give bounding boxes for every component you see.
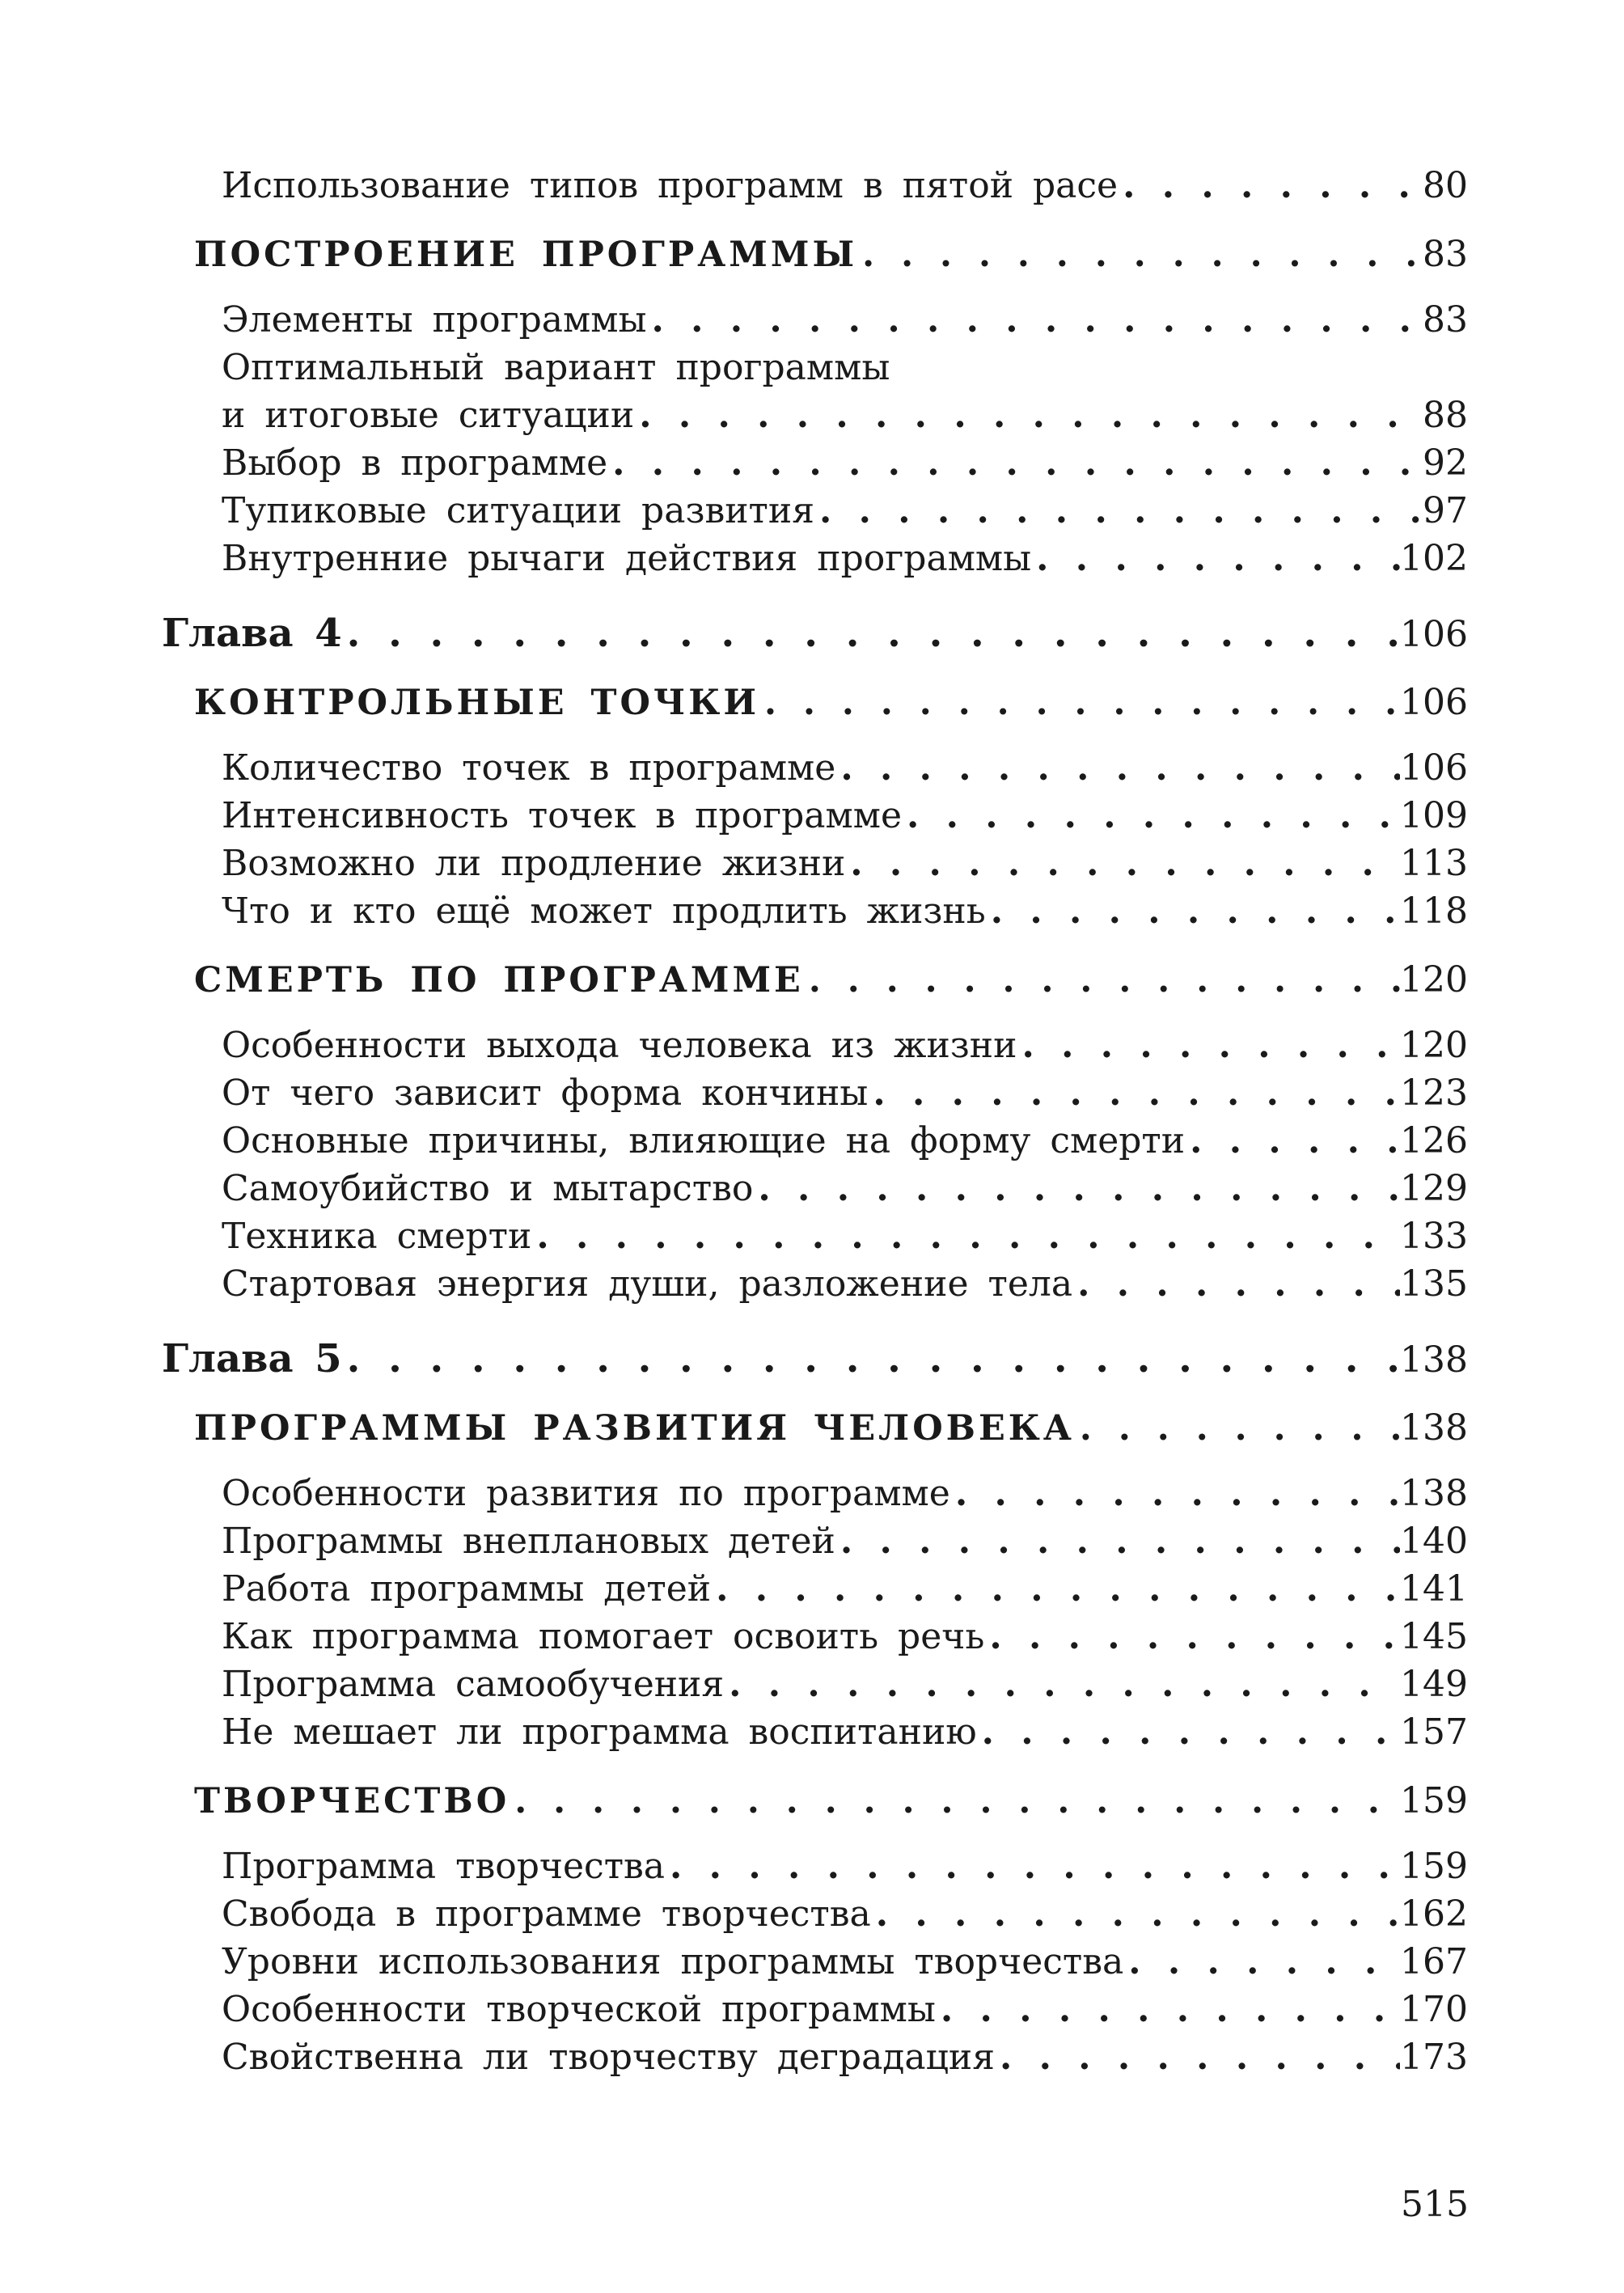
dot-leader: [1031, 535, 1400, 582]
toc-entry-title: Внутренние рычаги действия программы: [222, 538, 1032, 579]
toc-entry-page: 149: [1400, 1664, 1468, 1705]
dot-leader: [665, 1842, 1400, 1890]
toc-entry: [162, 1842, 1468, 1890]
toc-entry-title-line1: Оптимальный вариант программы: [222, 347, 890, 388]
toc-entry-title: и итоговые ситуации: [222, 395, 635, 436]
toc-entry: [162, 391, 1468, 439]
toc-entry-title: Особенности развития по программе: [222, 1473, 950, 1514]
toc-chapter-page: 138: [1400, 1339, 1468, 1381]
dot-leader: [814, 487, 1423, 535]
toc-entry-page: 92: [1423, 442, 1468, 484]
toc-entry-title: Стартовая энергия души, разложение тела: [222, 1263, 1073, 1305]
dot-leader: [724, 1661, 1400, 1708]
toc-section-heading: [162, 1404, 1468, 1452]
dot-leader: [1185, 1117, 1400, 1165]
toc-section-page: 83: [1423, 234, 1468, 275]
toc-entry: [162, 439, 1468, 487]
dot-leader: [857, 231, 1423, 279]
toc-entry: [162, 840, 1468, 887]
toc-entry-page: 167: [1400, 1941, 1468, 1982]
dot-leader: [1123, 1938, 1400, 1986]
toc-entry: [162, 1165, 1468, 1212]
toc-entry-title: Работа программы детей: [222, 1568, 712, 1610]
toc-entry-page: 157: [1400, 1711, 1468, 1753]
toc-entry-page: 120: [1400, 1025, 1468, 1066]
toc-entry: [162, 1517, 1468, 1565]
toc-section-page: 106: [1400, 682, 1468, 723]
toc-entry: [162, 487, 1468, 535]
toc-entry-title: Элементы программы: [222, 299, 647, 341]
toc-entry-title: Основные причины, влияющие на форму смерти: [222, 1120, 1186, 1161]
toc-entry: [162, 744, 1468, 792]
toc-entry-title: Особенности выхода человека из жизни: [222, 1025, 1017, 1066]
toc-entry-title: Интенсивность точек в программе: [222, 795, 903, 836]
toc-entry-page: 145: [1400, 1616, 1468, 1657]
toc-entry: [162, 1022, 1468, 1069]
dot-leader: [1118, 162, 1423, 209]
dot-leader: [871, 1890, 1400, 1938]
toc-section-title: СМЕРТЬ ПО ПРОГРАММЕ: [194, 960, 804, 1001]
toc-entry: [162, 535, 1468, 582]
toc-chapter-page: 106: [1400, 614, 1468, 655]
dot-leader: [835, 744, 1400, 792]
toc-entry-title: Программа самообучения: [222, 1664, 725, 1705]
toc-entry: [162, 1613, 1468, 1661]
dot-leader: [977, 1708, 1400, 1756]
toc-section-heading: [162, 231, 1468, 278]
toc-section-heading: [162, 1777, 1468, 1825]
dot-leader: [950, 1470, 1400, 1517]
toc-section-page: 120: [1400, 959, 1468, 1001]
toc-entry-page: 102: [1400, 538, 1468, 579]
toc-entry-title: Возможно ли продление жизни: [222, 843, 846, 884]
dot-leader: [342, 1335, 1400, 1383]
toc-chapter-heading: [162, 610, 1468, 658]
toc-entry: [162, 1661, 1468, 1708]
toc-section-title: ПРОГРАММЫ РАЗВИТИЯ ЧЕЛОВЕКА: [194, 1408, 1075, 1449]
toc-entry: [162, 1890, 1468, 1938]
toc-entry-title: Как программа помогает освоить речь: [222, 1616, 985, 1657]
toc-entry-page: 159: [1400, 1846, 1468, 1887]
dot-leader: [342, 610, 1400, 658]
toc-entry: [162, 2033, 1468, 2081]
toc-section-page: 159: [1400, 1780, 1468, 1821]
dot-leader: [902, 792, 1400, 840]
toc-entry: [162, 296, 1468, 344]
toc-entry: [162, 887, 1468, 935]
dot-leader: [835, 1517, 1400, 1565]
toc-entry-page: 135: [1400, 1263, 1468, 1305]
table-of-contents: [162, 162, 1468, 2081]
toc-entry-title: Количество точек в программе: [222, 747, 836, 789]
dot-leader: [804, 957, 1400, 1005]
toc-entry-page: 109: [1400, 795, 1468, 836]
toc-section-title: ПОСТРОЕНИЕ ПРОГРАММЫ: [194, 235, 858, 275]
toc-entry: [162, 1708, 1468, 1756]
toc-entry-title: Уровни использования программы творчества: [222, 1941, 1124, 1982]
toc-entry-page: 80: [1423, 165, 1468, 206]
dot-leader: [1075, 1405, 1400, 1453]
toc-entry-title: Техника смерти: [222, 1216, 532, 1257]
toc-section-heading: [162, 679, 1468, 726]
dot-leader: [634, 391, 1423, 439]
toc-entry-title: Особенности творческой программы: [222, 1989, 936, 2030]
dot-leader: [936, 1986, 1400, 2033]
page-number: 515: [1401, 2184, 1469, 2225]
toc-entry-title: Свобода в программе творчества: [222, 1893, 871, 1935]
toc-entry-page: 141: [1400, 1568, 1468, 1610]
dot-leader: [868, 1069, 1400, 1117]
toc-entry-page: 123: [1400, 1072, 1468, 1114]
dot-leader: [711, 1565, 1400, 1613]
dot-leader: [607, 439, 1423, 487]
toc-entry-page: 83: [1423, 299, 1468, 341]
toc-section-heading: [162, 956, 1468, 1004]
toc-entry-title: Тупиковые ситуации развития: [222, 490, 814, 531]
dot-leader: [986, 887, 1400, 935]
toc-entry-page: 162: [1400, 1893, 1468, 1935]
toc-entry: [162, 1212, 1468, 1260]
toc-entry: [162, 1117, 1468, 1165]
toc-entry-title: Программы внеплановых детей: [222, 1521, 835, 1562]
toc-entry-title: Выбор в программе: [222, 442, 608, 484]
toc-entry-title: От чего зависит форма кончины: [222, 1072, 869, 1114]
toc-entry: [162, 1260, 1468, 1308]
toc-entry-title: Самоубийство и мытарство: [222, 1168, 754, 1209]
dot-leader: [753, 1165, 1400, 1212]
toc-entry-page: 97: [1423, 490, 1468, 531]
toc-entry-title: Не мешает ли программа воспитанию: [222, 1711, 977, 1753]
dot-leader: [531, 1212, 1400, 1260]
dot-leader: [759, 679, 1400, 727]
dot-leader: [984, 1613, 1400, 1661]
toc-entry-page: 88: [1423, 395, 1468, 436]
dot-leader: [1017, 1022, 1400, 1069]
toc-entry-page: 170: [1400, 1989, 1468, 2030]
toc-chapter-title: Глава 4: [162, 611, 342, 656]
toc-entry-page: 133: [1400, 1216, 1468, 1257]
toc-entry: [162, 1986, 1468, 2033]
toc-entry: [162, 1938, 1468, 1986]
toc-entry-title: Что и кто ещё может продлить жизнь: [222, 891, 986, 932]
dot-leader: [845, 840, 1400, 887]
toc-entry: [162, 1470, 1468, 1517]
toc-entry-title: Программа творчества: [222, 1846, 666, 1887]
dot-leader: [510, 1778, 1400, 1826]
toc-chapter-title: Глава 5: [162, 1336, 342, 1381]
dot-leader: [1072, 1260, 1400, 1308]
toc-section-page: 138: [1400, 1407, 1468, 1449]
dot-leader: [995, 2033, 1400, 2081]
toc-entry: [162, 162, 1468, 209]
toc-chapter-heading: [162, 1335, 1468, 1383]
toc-entry: [162, 1565, 1468, 1613]
toc-section-title: КОНТРОЛЬНЫЕ ТОЧКИ: [194, 683, 760, 723]
toc-entry-page: 129: [1400, 1168, 1468, 1209]
toc-entry-page: 113: [1400, 843, 1468, 884]
toc-entry-title: Свойственна ли творчеству деградация: [222, 2037, 995, 2078]
toc-entry-page: 173: [1400, 2037, 1468, 2078]
toc-entry-page: 140: [1400, 1521, 1468, 1562]
dot-leader: [647, 296, 1423, 344]
toc-entry-page: 118: [1400, 891, 1468, 932]
toc-entry: [162, 792, 1468, 840]
toc-entry-page: 138: [1400, 1473, 1468, 1514]
toc-entry-page: 126: [1400, 1120, 1468, 1161]
toc-entry-title: Использование типов программ в пятой расе: [222, 165, 1119, 206]
toc-entry-page: 106: [1400, 747, 1468, 789]
toc-entry: [162, 1069, 1468, 1117]
toc-section-title: ТВОРЧЕСТВО: [194, 1781, 510, 1821]
